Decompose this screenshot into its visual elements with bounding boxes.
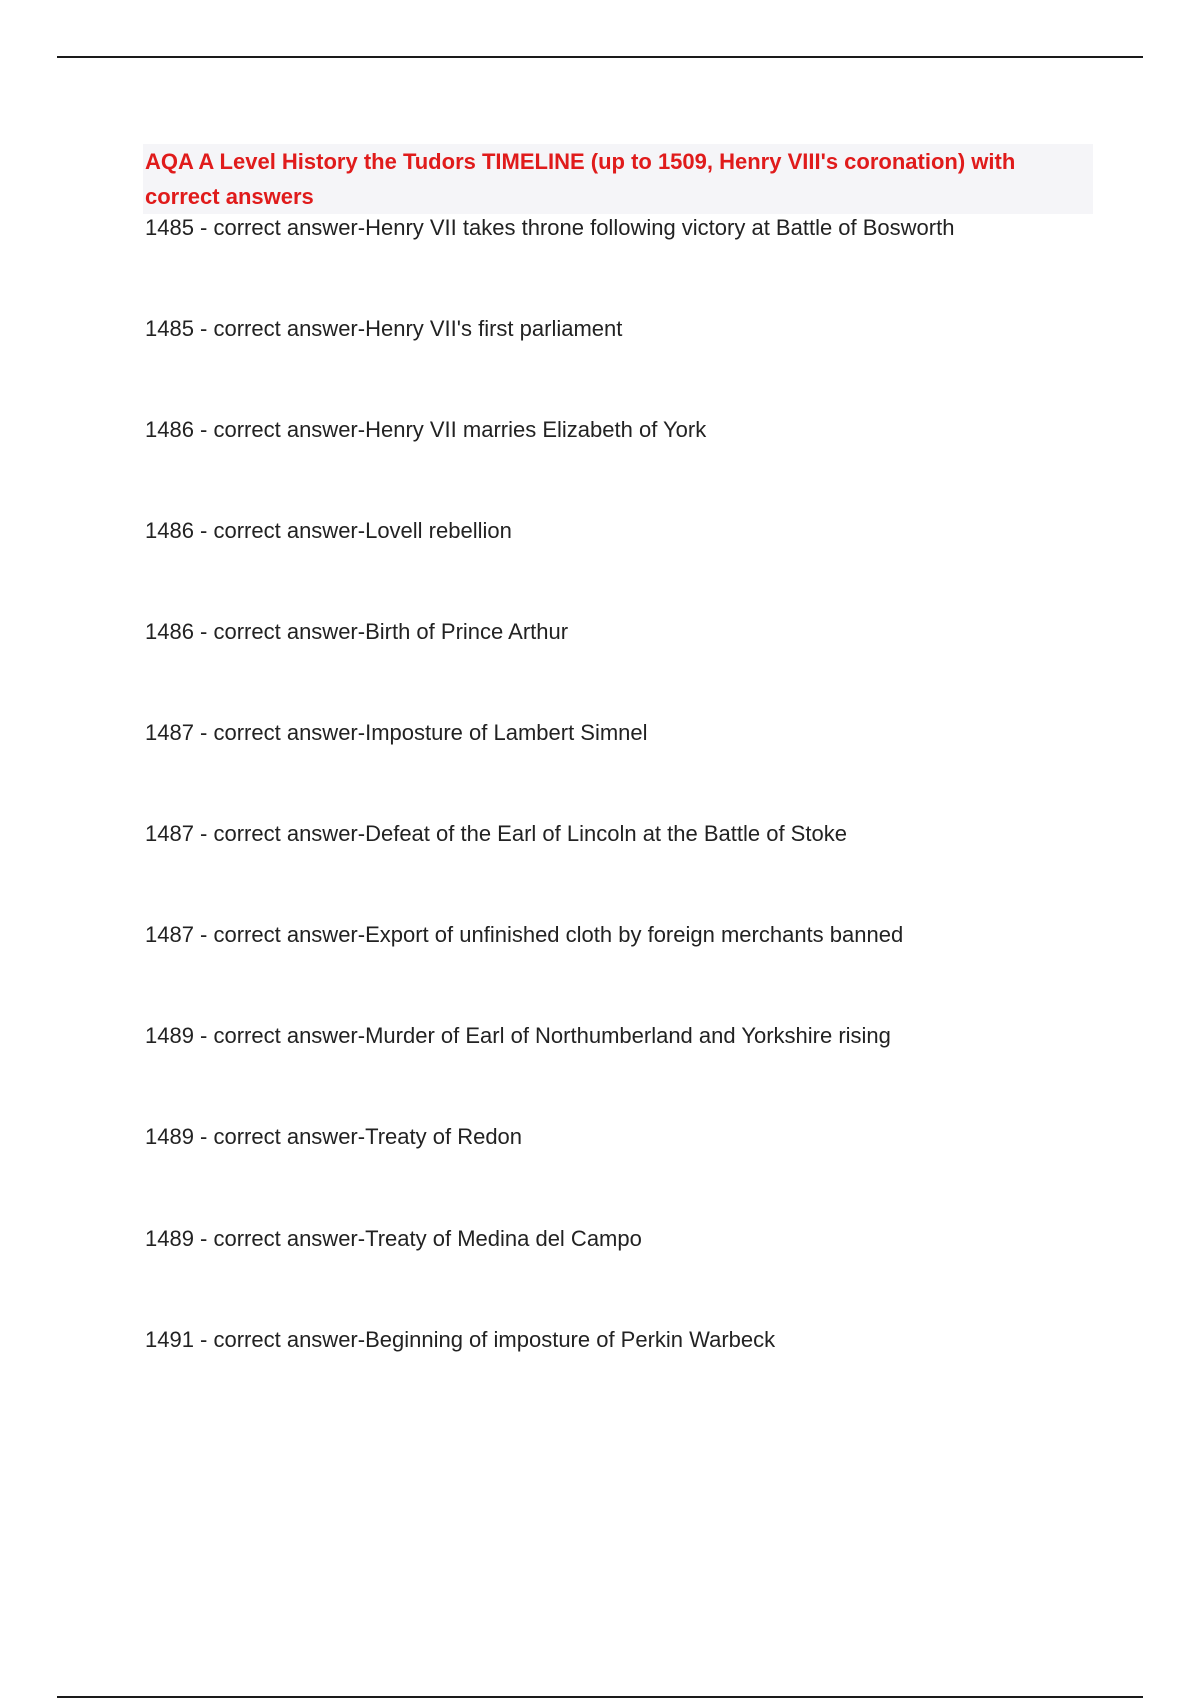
timeline-entry: 1486 - correct answer-Lovell rebellion xyxy=(145,518,512,543)
title-block xyxy=(143,144,1093,214)
timeline-entry: 1489 - correct answer-Treaty of Medina del Campo xyxy=(145,1226,642,1251)
header-rule xyxy=(57,56,1143,58)
document-title: AQA A Level History the Tudors TIMELINE (up to 1509, Henry VIII's coronation) with correct answers xyxy=(145,149,1016,209)
timeline-entry: 1487 - correct answer-Export of unfinished cloth by foreign merchants banned xyxy=(145,922,904,947)
timeline-entry: 1485 - correct answer-Henry VII's first parliament xyxy=(145,316,623,341)
timeline-entry: 1487 - correct answer-Imposture of Lambert Simnel xyxy=(145,720,648,745)
timeline-entry: 1489 - correct answer-Murder of Earl of Northumberland and Yorkshire rising xyxy=(145,1023,891,1048)
timeline-entry: 1486 - correct answer-Henry VII marries Elizabeth of York xyxy=(145,417,707,442)
timeline-entry: 1487 - correct answer-Defeat of the Earl of Lincoln at the Battle of Stoke xyxy=(145,821,847,846)
timeline-entry: 1486 - correct answer-Birth of Prince Arthur xyxy=(145,619,569,644)
footer-rule xyxy=(57,1696,1143,1698)
timeline-entry: 1491 - correct answer-Beginning of imposture of Perkin Warbeck xyxy=(145,1327,776,1352)
timeline-list xyxy=(145,213,1145,1426)
timeline-entry: 1485 - correct answer-Henry VII takes throne following victory at Battle of Bosworth xyxy=(145,215,955,240)
timeline-entry: 1489 - correct answer-Treaty of Redon xyxy=(145,1124,523,1149)
